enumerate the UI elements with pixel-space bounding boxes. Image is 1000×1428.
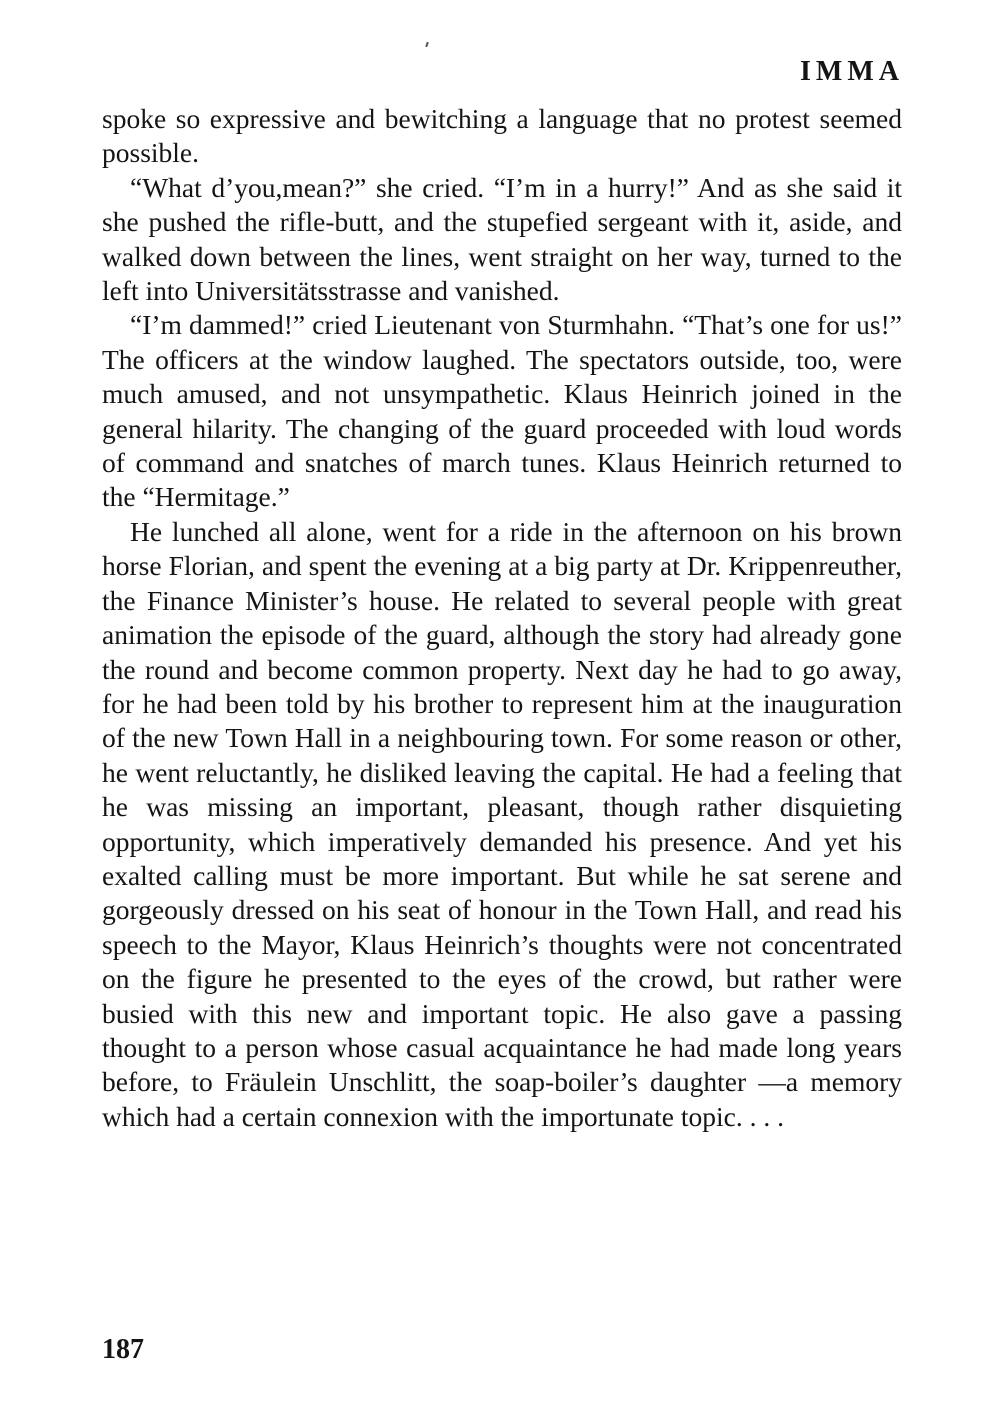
paragraph-dialogue: “What d’you,mean?” she cried. “I’m in a hurry!” And as she said it she pushed the rifle-butt, and the stupefied sergeant with it, aside, and walked down between the lines, went straight on her way, turned to the left into Universitätsstrasse and vanished. — [102, 171, 902, 307]
page-number: 187 — [102, 1334, 144, 1365]
ink-speck — [425, 42, 429, 47]
body-text — [102, 102, 902, 1134]
paragraph-lunch: He lunched all alone, went for a ride in the afternoon on his brown horse Florian, and spent the evening at a big party at Dr. Krippenreuther, the Finance Minister’s house. He related to several people with great animation the episode of the guard, although the story had already gone the round and become common property. Next day he had to go away, for he had been told by his brother to represent him at the inauguration of the new Town Hall in a neighbouring town. For some reason or other, he went reluctantly, he disliked leaving the capital. He had a feeling that he was missing an important, pleasant, though rather disquieting opportunity, which imperatively demanded his presence. And yet his exalted calling must be more important. But while he sat serene and gorgeously dressed on his seat of honour in the Town Hall, and read his speech to the Mayor, Klaus Heinrich’s thoughts were not concentrated on the figure he presented to the eyes of the crowd, but rather were busied with this new and important topic. He also gave a passing thought to a person whose casual acquaintance he had made long years before, to Fräulein Unschlitt, the soap-boiler’s daughter —a memory which had a certain connexion with the importunate topic. . . . — [102, 515, 902, 1132]
paragraph-lieutenant: “I’m dammed!” cried Lieutenant von Sturmhahn. “That’s one for us!” The officers at the window laughed. The spectators outside, too, were much amused, and not unsympathetic. Klaus Heinrich joined in the general hilarity. The changing of the guard proceeded with loud words of command and snatches of march tunes. Klaus Heinrich returned to the “Hermitage.” — [102, 309, 902, 513]
paragraph-continuation: spoke so expressive and bewitching a language that no protest seemed possible. — [102, 103, 902, 169]
running-head: IMMA — [800, 56, 904, 87]
